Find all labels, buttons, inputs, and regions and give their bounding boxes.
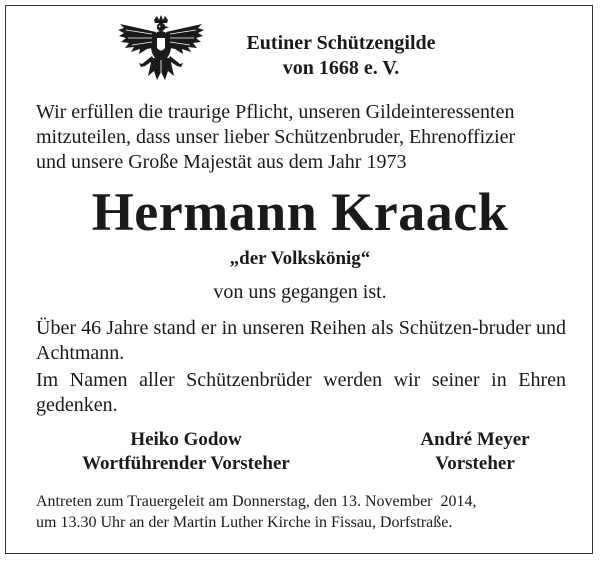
signature-block-left <box>36 428 336 476</box>
membership-paragraph: Über 46 Jahre stand er in unseren Reihen als Schützen-bruder und Achtmann. <box>36 317 566 364</box>
funeral-details <box>36 491 566 533</box>
deceased-name: Hermann Kraack <box>91 182 509 242</box>
funeral-details-line: Antreten zum Trauergeleit am Donnerstag, den 13. November 2014, <box>36 493 477 510</box>
funeral-details-line: um 13.30 Uhr an der Martin Luther Kirche in Fissau, Dorfstraße. <box>36 514 453 531</box>
notice-header <box>0 14 600 84</box>
heraldic-eagle-icon <box>116 14 206 84</box>
intro-line: und unsere Große Majestät aus dem Jahr 1973 <box>36 151 407 173</box>
remembrance-paragraph: Im Namen aller Schützenbrüder werden wir seiner in Ehren gedenken. <box>36 369 566 416</box>
passed-away-text: von uns gegangen ist. <box>213 281 387 303</box>
club-name-line2: von 1668 e. V. <box>282 57 400 79</box>
signatory-title: Wortführender Vorsteher <box>82 453 290 474</box>
club-name <box>226 31 456 81</box>
deceased-nickname: „der Volkskönig“ <box>229 248 371 269</box>
signatory-title: Vorsteher <box>435 453 515 474</box>
intro-text <box>36 100 566 175</box>
club-name-line1: Eutiner Schützengilde <box>246 32 436 54</box>
intro-line: Wir erfüllen die traurige Pflicht, unseren Gildeinteressenten <box>36 101 515 123</box>
signatory-name: André Meyer <box>420 429 530 450</box>
intro-line: mitzuteilen, dass unser lieber Schützenbruder, Ehrenoffizier <box>36 126 516 148</box>
signature-block-right <box>370 428 580 476</box>
signatory-name: Heiko Godow <box>130 429 242 450</box>
